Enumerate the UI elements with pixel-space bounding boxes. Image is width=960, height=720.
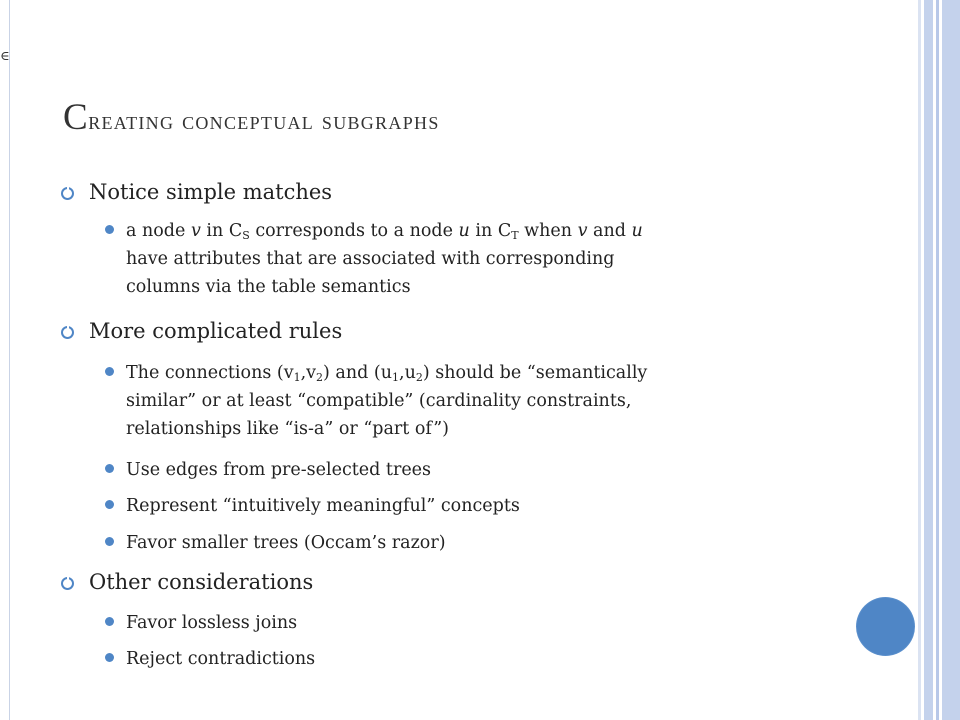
right-decor-stripe	[942, 0, 960, 720]
bullet-item: Represent “intuitively meaningful” concepts	[126, 496, 520, 516]
right-decor-stripe	[924, 0, 933, 720]
bullet-item: Favor lossless joins	[126, 613, 298, 633]
bullet-item: Use edges from pre-selected trees	[126, 460, 432, 480]
left-border-line	[9, 0, 10, 720]
level1-bullet-icon	[61, 577, 74, 590]
title-initial: C	[63, 97, 89, 138]
title-rest: reating conceptual subgraphs	[88, 106, 440, 135]
section-heading: More complicated rules	[89, 319, 343, 343]
level2-bullet-icon	[105, 537, 114, 546]
section-heading: Other considerations	[89, 570, 314, 594]
right-decor-stripe	[936, 0, 939, 720]
bullet-connections: The connections $(v_1,v_2)$ and $(u_1,u_2)$ should be “semantically similar” or at least “compatible” (cardinality constraints, relationships like “is-a” or “part of”)	[126, 363, 648, 439]
level2-bullet-icon	[105, 225, 114, 234]
level1-bullet-icon	[61, 326, 74, 339]
decorative-circle	[857, 598, 914, 655]
section-heading: Notice simple matches	[89, 180, 333, 204]
level2-bullet-icon	[105, 500, 114, 509]
bullet-simple-match: a node v in $C_S$ corresponds to a node u in $C_T$ when v and u have attributes that are associated with corresponding columns via the table semantics	[126, 221, 643, 297]
bullet-item: Favor smaller trees (Occam’s razor)	[126, 533, 446, 553]
level2-bullet-icon	[105, 617, 114, 626]
level2-bullet-icon	[105, 464, 114, 473]
slide-title	[63, 98, 440, 141]
element-of-symbol: ∈	[0, 49, 10, 64]
bullet-item: Reject contradictions	[126, 649, 316, 669]
right-decor-stripe	[918, 0, 921, 720]
level2-bullet-icon	[105, 653, 114, 662]
level2-bullet-icon	[105, 367, 114, 376]
level1-bullet-icon	[61, 187, 74, 200]
